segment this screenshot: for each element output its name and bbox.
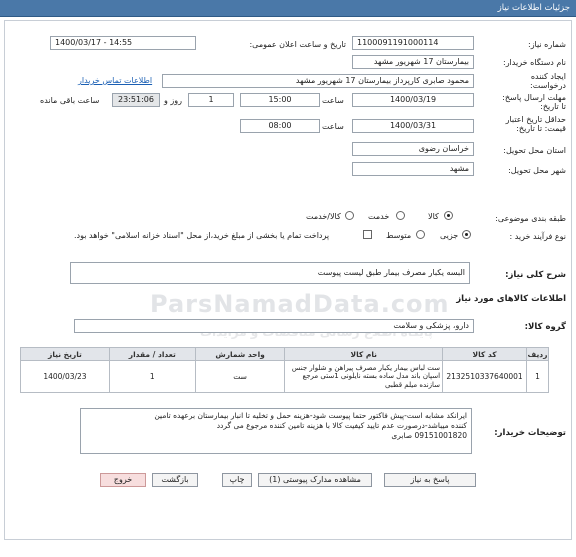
title-bar <box>0 0 576 17</box>
reply-deadline-date-field: 1400/03/19 <box>352 93 474 107</box>
process-medium-label: متوسط <box>386 231 412 240</box>
view-documents-button[interactable]: مشاهده مدارک پیوستی (1) <box>258 473 372 487</box>
reply-deadline-time-field: 15:00 <box>240 93 320 107</box>
reply-days-field: 1 <box>188 93 234 107</box>
goods-table <box>20 347 549 393</box>
exit-button[interactable]: خروج <box>100 473 146 487</box>
category-goods-radio[interactable] <box>444 211 453 220</box>
cell-date: 1400/03/23 <box>21 361 110 393</box>
goods-section-title: اطلاعات کالاهای مورد نیاز <box>456 294 566 304</box>
col-name: نام کالا <box>285 348 443 361</box>
treasury-checkbox[interactable] <box>363 230 372 239</box>
category-goods-service-radio[interactable] <box>345 211 354 220</box>
table-row <box>21 361 549 393</box>
price-validity-label: حداقل تاریخ اعتبار قیمت: تا تاریخ: <box>505 115 566 133</box>
reply-days-label: روز و <box>164 96 182 105</box>
reply-deadline-label: مهلت ارسال پاسخ: تا تاریخ: <box>502 93 566 111</box>
category-service-label: خدمت <box>368 212 390 221</box>
buyer-notes-line: ایرانکد مشابه است-پیش فاکتور حتما پیوست شود-هزینه حمل و تخلیه تا انبار بیمارستان برعهده تامین <box>154 411 467 420</box>
price-validity-date-field: 1400/03/31 <box>352 119 474 133</box>
buyer-notes-label: توضیحات خریدار: <box>494 428 566 438</box>
category-label: طبقه بندی موضوعی: <box>495 214 566 223</box>
process-minor-label: جزیی <box>440 231 459 240</box>
col-unit: واحد شمارش <box>195 348 285 361</box>
cell-qty: 1 <box>109 361 195 393</box>
col-qty: تعداد / مقدار <box>109 348 195 361</box>
reply-button[interactable]: پاسخ به نیاز <box>384 473 476 487</box>
col-row: ردیف <box>527 349 548 359</box>
col-date: تاریخ نیاز <box>21 348 110 361</box>
goods-group-label: گروه کالا: <box>524 322 566 332</box>
buyer-notes-line: 09151001820 صابری <box>391 431 467 440</box>
treasury-note: پرداخت تمام یا بخشی از مبلغ خرید،از محل "اسناد خزانه اسلامی" خواهد بود. <box>74 231 330 240</box>
price-validity-time-field: 08:00 <box>240 119 320 133</box>
price-validity-time-label: ساعت <box>322 122 344 131</box>
remaining-time-field: 23:51:06 <box>112 93 160 107</box>
cell-row: 1 <box>527 361 549 393</box>
process-type-label: نوع فرآیند خرید : <box>509 232 566 241</box>
province-label: استان محل تحویل: <box>503 146 566 155</box>
process-minor-radio[interactable] <box>462 230 471 239</box>
reply-deadline-time-label: ساعت <box>322 96 344 105</box>
back-button[interactable]: بازگشت <box>152 473 198 487</box>
buyer-notes-box <box>80 408 472 454</box>
cell-unit: ست <box>195 361 285 393</box>
province-field: خراسان رضوی <box>352 142 474 156</box>
print-button[interactable]: چاپ <box>222 473 252 487</box>
summary-field: البسه یکبار مصرف بیمار طبق لیست پیوست <box>70 262 470 284</box>
goods-table-header <box>21 348 549 361</box>
creator-field: محمود صابری کارپرداز بیمارستان 17 شهریور مشهد <box>162 74 474 88</box>
watermark-text: ParsNamadData.com <box>150 290 450 318</box>
summary-label: شرح کلی نیاز: <box>505 270 566 280</box>
creator-label: ایجاد کننده درخواست: <box>530 72 566 90</box>
buyer-org-field: بیمارستان 17 شهریور مشهد <box>352 55 474 69</box>
buyer-notes-line: کننده میباشد-درصورت عدم تایید کیفیت کالا با هزینه تامین کننده مرجوع می گردد <box>216 421 467 430</box>
city-field: مشهد <box>352 162 474 176</box>
cell-name: ست لباس بیمار یکبار مصرف پیراهن و شلوار جنس اسپان باند مدل ساده بسته نایلونی 1ستی مرجع سازنده میلم قطبی <box>285 361 443 393</box>
buyer-contact-link[interactable]: اطلاعات تماس خریدار <box>78 76 153 85</box>
need-number-label: شماره نیاز: <box>528 40 566 49</box>
page-title: جزئیات اطلاعات نیاز <box>497 3 570 13</box>
city-label: شهر محل تحویل: <box>508 166 566 175</box>
cell-code: 2132510337640001 <box>443 361 527 393</box>
announce-datetime-field: 1400/03/17 - 14:55 <box>50 36 196 50</box>
goods-group-field: دارو، پزشکی و سلامت <box>74 319 474 333</box>
announce-datetime-label: تاریخ و ساعت اعلان عمومی: <box>249 40 346 49</box>
category-goods-label: کالا <box>428 212 439 221</box>
need-number-field: 1100091191000114 <box>352 36 474 50</box>
col-code: کد کالا <box>443 348 527 361</box>
buyer-org-label: نام دستگاه خریدار: <box>503 58 566 67</box>
remaining-time-label: ساعت باقی مانده <box>40 96 100 105</box>
process-medium-radio[interactable] <box>416 230 425 239</box>
category-goods-service-label: کالا/خدمت <box>306 212 341 221</box>
category-service-radio[interactable] <box>396 211 405 220</box>
